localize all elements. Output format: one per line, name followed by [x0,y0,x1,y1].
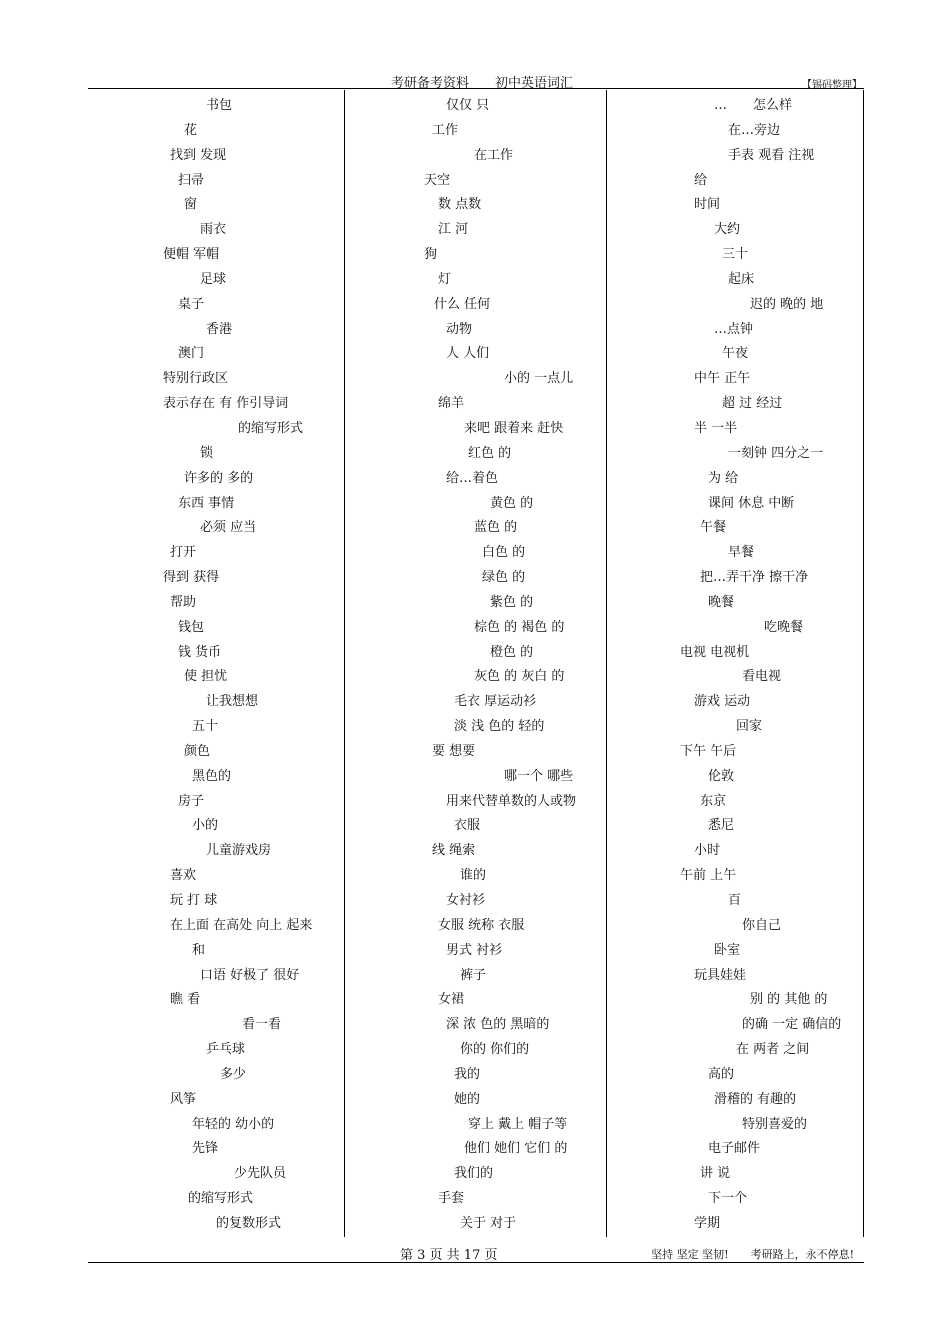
vocab-entry: 工作 [432,122,459,138]
vocab-entry: 你的 你们的 [460,1042,530,1058]
vocab-entry: 早餐 [728,545,755,561]
vocab-entry: 的缩写形式 [188,1191,254,1207]
vocab-entry: 东京 [700,793,727,809]
vocab-entry: 别 的 其他 的 [750,992,828,1008]
vocab-entry: 回家 [736,719,763,735]
vocab-entry: 表示存在 有 作引导词 [163,396,289,412]
vocab-entry: 深 浓 色的 黑暗的 [446,1017,550,1033]
vocab-column-2 [344,94,600,1237]
vocab-entry: 澳门 [178,346,205,362]
vocab-entry: 打开 [170,545,197,561]
vocab-entry: 你自己 [742,917,782,933]
vocab-entry: 滑稽的 有趣的 [714,1091,797,1107]
vocab-entry: 穿上 戴上 帽子等 [468,1116,568,1132]
vocab-entry: 午餐 [700,520,727,536]
vocab-entry: 伦敦 [708,768,735,784]
vocab-entry: 她的 [454,1091,481,1107]
vocab-entry: 的缩写形式 [238,420,304,436]
header-title: 考研备考资料 初中英语词汇 [391,76,574,91]
vocab-entry: 乒乓球 [206,1042,246,1058]
vocab-entry: 扫帚 [178,172,205,188]
vocab-entry: 江 河 [438,222,469,238]
vocab-entry: 天空 [424,172,451,188]
vocab-entry: 东西 事情 [178,495,235,511]
right-border [863,90,864,1237]
vocab-entry: 线 绳索 [432,843,476,859]
vocab-entry: 在 两者 之间 [736,1042,810,1058]
page-header [88,72,864,89]
vocab-entry: 房子 [178,793,205,809]
vocab-entry: 人 人们 [446,346,490,362]
vocab-entry: 灰色 的 灰白 的 [474,669,565,685]
vocab-entry: 必须 应当 [200,520,257,536]
vocab-entry: 狗 [424,247,438,263]
vocab-entry: 我的 [454,1066,481,1082]
vocab-entry: 的复数形式 [216,1215,282,1231]
vocab-entry: 在上面 在高处 向上 起来 [170,917,313,933]
vocab-entry: 少先队员 [234,1166,287,1182]
vocab-entry: 手套 [438,1191,465,1207]
vocab-entry: 黑色的 [192,768,232,784]
vocab-entry: 棕色 的 褐色 的 [474,619,565,635]
vocab-entry: 男式 衬衫 [446,942,503,958]
vocab-entry: 喜欢 [170,868,197,884]
vocab-entry: 让我想想 [206,694,259,710]
vocab-entry: 白色 的 [482,545,526,561]
vocab-entry: 半 一半 [694,420,738,436]
vocab-entry: 迟的 晚的 地 [750,296,824,312]
vocab-entry: 雨衣 [200,222,227,238]
vocab-entry: 时间 [694,197,721,213]
vocab-entry: 卧室 [714,942,741,958]
page-footer [88,1244,864,1263]
footer-motto: 坚持 坚定 坚韧! 考研路上，永不停息! [651,1248,854,1261]
vocab-entry: 年轻的 幼小的 [192,1116,275,1132]
vocab-entry: 找到 发现 [170,147,227,163]
vocab-entry: 五十 [192,719,219,735]
vocab-entry: 小的 [192,818,219,834]
vocab-entry: 晚餐 [708,594,735,610]
vocab-entry: 他们 她们 它们 的 [464,1141,568,1157]
vocab-entry: 起床 [728,271,755,287]
vocab-entry: 仅仅 只 [446,98,490,113]
vocab-entry: 帮助 [170,594,197,610]
vocab-entry: 来吧 跟着来 赶快 [464,420,564,436]
vocab-entry: 动物 [446,321,473,337]
vocab-entry: 吃晚餐 [764,619,804,635]
vocab-entry: 学期 [694,1215,721,1231]
vocab-entry: 口语 好极了 很好 [200,967,300,983]
vocab-entry: 为 给 [708,470,739,486]
page-number: 第 3 页 共 17 页 [400,1248,498,1263]
vocab-entry: 香港 [206,321,233,337]
vocab-entry: 绵羊 [438,396,465,412]
vocab-entry: 的确 一定 确信的 [742,1017,842,1033]
vocab-entry: … 怎么样 [714,98,793,113]
vocab-entry: 玩具娃娃 [694,967,747,983]
vocab-entry: 中午 正午 [694,371,751,387]
vocab-entry: 看电视 [742,669,782,685]
vocab-entry: 衣服 [454,818,481,834]
vocab-entry: 特别行政区 [163,371,229,387]
vocab-entry: …点钟 [714,321,754,337]
vocab-entry: 蓝色 的 [474,520,518,536]
vocab-entry: 电子邮件 [708,1141,761,1157]
vocab-entry: 红色 的 [468,445,512,461]
vocab-entry: 什么 任何 [434,296,491,312]
vocab-entry: 便帽 军帽 [163,247,220,263]
vocab-entry: 特别喜爱的 [742,1116,808,1132]
vocab-column-1 [88,94,344,1237]
vocab-entry: 高的 [708,1066,735,1082]
vocab-entry: 桌子 [178,296,205,312]
vocab-entry: 书包 [206,98,233,113]
vocab-entry: 女服 统称 衣服 [438,917,525,933]
vocab-entry: 钱 货币 [178,644,222,660]
vocab-entry: 超 过 经过 [722,396,783,412]
header-tag: 【锡码整理】 [802,80,862,91]
vocab-entry: 课间 休息 中断 [708,495,795,511]
vocab-entry: 窗 [184,197,198,213]
vocab-entry: 女裙 [438,992,465,1008]
vocab-entry: 给…着色 [446,470,499,486]
vocab-entry: 女衬衫 [446,893,486,908]
vocab-entry: 灯 [438,271,452,287]
vocab-entry: 小的 一点儿 [504,371,574,387]
vocab-entry: 先锋 [192,1141,219,1157]
vocab-entry: 用来代替单数的人或物 [446,793,577,809]
vocab-entry: 游戏 运动 [694,694,751,710]
vocab-entry: 裤子 [460,967,487,983]
vocab-entry: 看一看 [242,1017,282,1033]
vocab-entry: 绿色 的 [482,570,526,586]
vocab-entry: 花 [184,122,198,138]
vocab-entry: 淡 浅 色的 轻的 [454,719,545,735]
vocab-entry: 多少 [220,1066,247,1082]
vocab-entry: 儿童游戏房 [206,843,272,859]
vocab-entry: 一刻钟 四分之一 [728,445,824,461]
vocab-entry: 把…弄干净 擦干净 [700,570,809,586]
vocab-entry: 颜色 [184,743,211,759]
vocab-entry: 得到 获得 [163,570,220,586]
vocab-entry: 哪一个 哪些 [504,768,574,784]
vocab-entry: 我们的 [454,1166,494,1182]
vocab-entry: 瞧 看 [170,992,201,1008]
vocab-entry: 谁的 [460,868,487,884]
vocab-entry: 数 点数 [438,197,482,213]
vocab-entry: 在工作 [474,147,514,163]
vocab-entry: 关于 对于 [460,1215,517,1231]
vocab-entry: 给 [694,172,708,188]
vocab-entry: 大约 [714,222,741,238]
vocab-entry: 下一个 [708,1191,748,1207]
vocab-entry: 要 想要 [432,743,476,759]
vocab-entry: 手表 观看 注视 [728,147,815,163]
vocab-entry: 下午 午后 [680,743,737,759]
vocab-entry: 午夜 [722,346,749,362]
vocab-entry: 许多的 多的 [184,470,254,486]
vocab-entry: 电视 电视机 [680,644,750,660]
vocab-entry: 使 担忧 [184,669,228,685]
vocab-entry: 钱包 [178,619,205,635]
vocab-column-3 [606,94,862,1237]
vocab-entry: 百 [728,893,742,908]
vocab-entry: 玩 打 球 [170,893,218,908]
vocab-entry: 黄色 的 [490,495,534,511]
vocab-entry: 和 [192,942,206,958]
vocab-entry: 紫色 的 [490,594,534,610]
vocab-entry: 橙色 的 [490,644,534,660]
vocab-entry: 三十 [722,247,749,263]
vocab-entry: 悉尼 [708,818,735,834]
vocab-entry: 小时 [694,843,721,859]
vocab-entry: 毛衣 厚运动衫 [454,694,537,710]
vocab-entry: 锁 [200,445,214,461]
vocab-entry: 风筝 [170,1091,197,1107]
vocab-entry: 午前 上午 [680,868,737,884]
vocab-entry: 讲 说 [700,1166,731,1182]
vocab-entry: 在…旁边 [728,122,781,138]
vocab-entry: 足球 [200,271,227,287]
